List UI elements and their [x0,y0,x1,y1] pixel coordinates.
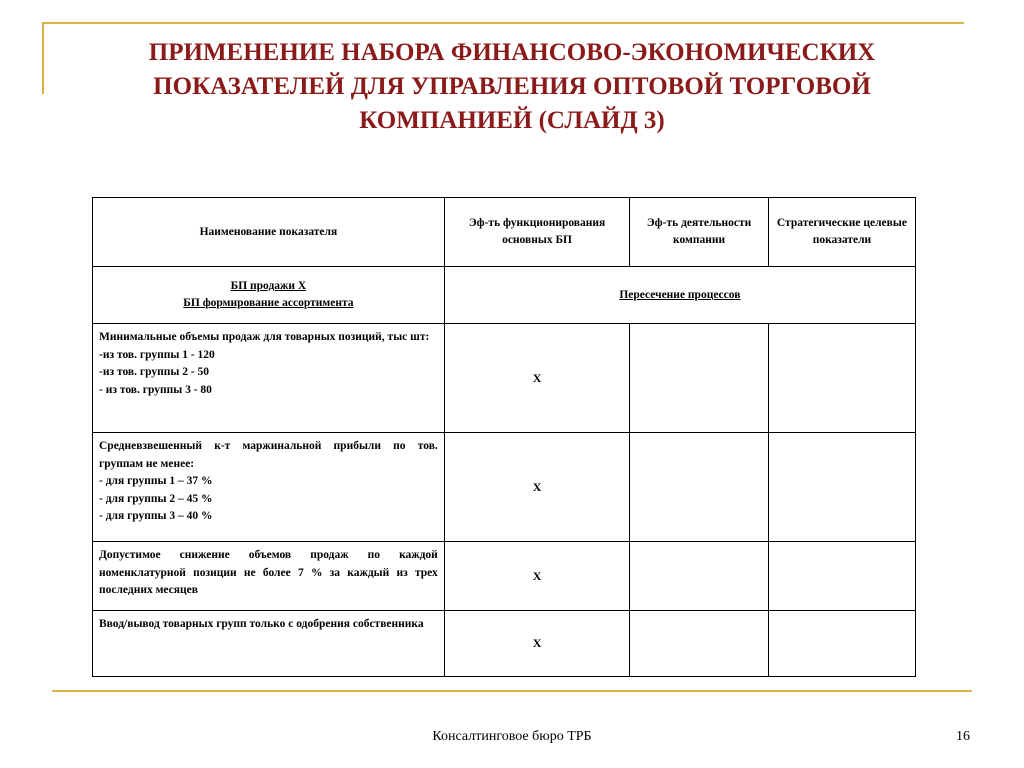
indicators-table [92,197,916,677]
table-header-row [93,198,916,267]
indicator-text: Средневзвешенный к-т маржинальной прибыли по тов. группам не менее: [99,440,438,470]
indicators-table-container [92,197,916,677]
slide-title: ПРИМЕНЕНИЕ НАБОРА ФИНАНСОВО-ЭКОНОМИЧЕСКИХ ПОКАЗАТЕЛЕЙ ДЛЯ УПРАВЛЕНИЯ ОПТОВОЙ ТОРГОВОЙ КОМПАНИЕЙ (СЛАЙД 3) [148,39,876,134]
process-crossing-cell: Пересечение процессов [444,267,915,324]
table-row [93,611,916,677]
footer-divider [52,690,972,692]
title-frame-top-line [42,22,964,24]
bp-names-cell [93,267,445,324]
indicator-text: - для группы 2 – 45 % [99,492,213,505]
indicator-text: - из тов. группы 3 - 80 [99,383,212,396]
indicator-cell [93,611,445,677]
title-frame-left-line [42,22,44,94]
indicator-text: Минимальные объемы продаж для товарных позиций, тыс шт: [99,331,430,343]
header-company-efficiency: Эф-ть деятельности компании [630,198,769,267]
indicator-text: -из тов. группы 2 - 50 [99,366,210,378]
indicator-text: Ввод/вывод товарных групп только с одобрения собственника [99,618,424,630]
bp-assortment-label: БП формирование ассортимента [183,297,354,309]
company-efficiency-mark [630,611,769,677]
bp-sales-label: БП продажи Х [230,280,307,292]
strategic-target-mark [768,542,915,611]
bp-row [93,267,916,324]
footer-company: Консалтинговое бюро ТРБ [432,729,592,744]
indicator-text: - для группы 1 – 37 % [99,475,213,487]
strategic-target-mark [768,611,915,677]
table-row [93,324,916,433]
page-number: 16 [956,729,970,744]
strategic-target-mark [768,324,915,433]
company-efficiency-mark [630,542,769,611]
header-bp-efficiency: Эф-ть функционирования основных БП [444,198,629,267]
bp-efficiency-mark: Х [444,611,629,677]
bp-efficiency-mark: Х [444,433,629,542]
indicator-cell [93,433,445,542]
table-row [93,433,916,542]
header-strategic-targets: Стратегические целевые показатели [768,198,915,267]
bp-efficiency-mark: Х [444,542,629,611]
indicator-cell [93,542,445,611]
indicator-text: Допустимое снижение объемов продаж по каждой номенклатурной позиции не более 7 % за каждый из трех последних месяцев [99,549,438,596]
indicator-cell [93,324,445,433]
company-efficiency-mark [630,433,769,542]
indicator-text: - для группы 3 – 40 % [99,510,213,522]
company-efficiency-mark [630,324,769,433]
bp-efficiency-mark: Х [444,324,629,433]
header-indicator-name: Наименование показателя [93,198,445,267]
indicator-text: -из тов. группы 1 - 120 [99,348,215,361]
strategic-target-mark [768,433,915,542]
table-row [93,542,916,611]
